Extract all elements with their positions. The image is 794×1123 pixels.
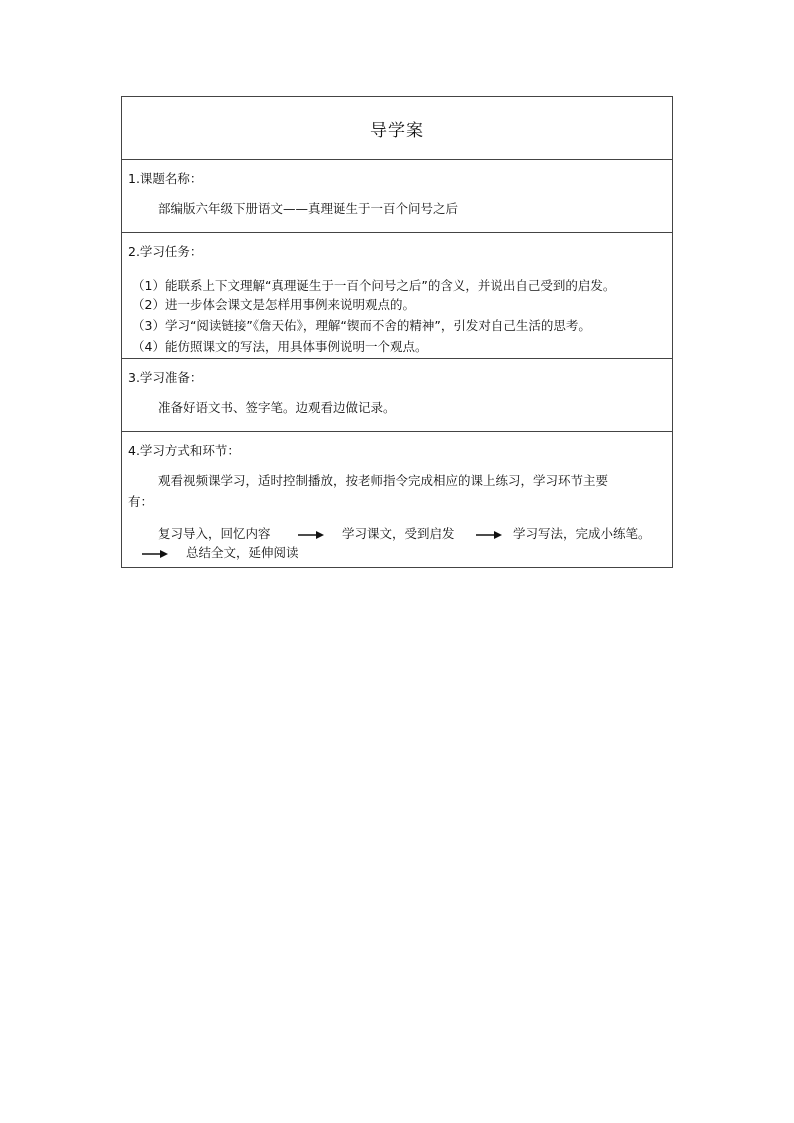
document-title: 导学案 [370,120,424,141]
flow-step: 学习写法，完成小练笔。 [513,526,651,541]
section-heading: 4.学习方式和环节： [128,443,240,458]
flow-step: 学习课文，受到启发 [342,526,455,541]
section-course-name [122,160,672,233]
preparation-text: 准备好语文书、签字笔。边观看边做记录。 [158,400,396,415]
section-heading: 2.学习任务： [128,244,203,259]
section-preparation [122,359,672,432]
section-learning-tasks [122,233,672,359]
task-item: （1）能联系上下文理解“真理诞生于一百个问号之后”的含义，并说出自己受到的启发。 [132,278,616,293]
method-text-line1: 观看视频课学习，适时控制播放，按老师指令完成相应的课上练习，学习环节主要 [158,473,609,488]
section-heading: 1.课题名称： [128,171,203,186]
task-item: （3）学习“阅读链接”《詹天佑》，理解“锲而不舍的精神”，引发对自己生活的思考。 [132,318,591,333]
section-heading: 3.学习准备： [128,370,203,385]
section-learning-method [122,432,672,567]
guide-table [121,96,673,568]
arrow-right-icon [298,529,324,541]
flow-step: 总结全文，延伸阅读 [186,545,299,560]
course-name-text: 部编版六年级下册语文——真理诞生于一百个问号之后 [158,201,459,216]
method-text-line2: 有： [128,494,154,509]
title-row [122,97,672,160]
task-item: （2）进一步体会课文是怎样用事例来说明观点的。 [132,297,415,312]
task-item: （4）能仿照课文的写法，用具体事例说明一个观点。 [132,339,428,354]
arrow-right-icon [142,548,168,560]
arrow-right-icon [476,529,502,541]
flow-step: 复习导入，回忆内容 [158,526,271,541]
